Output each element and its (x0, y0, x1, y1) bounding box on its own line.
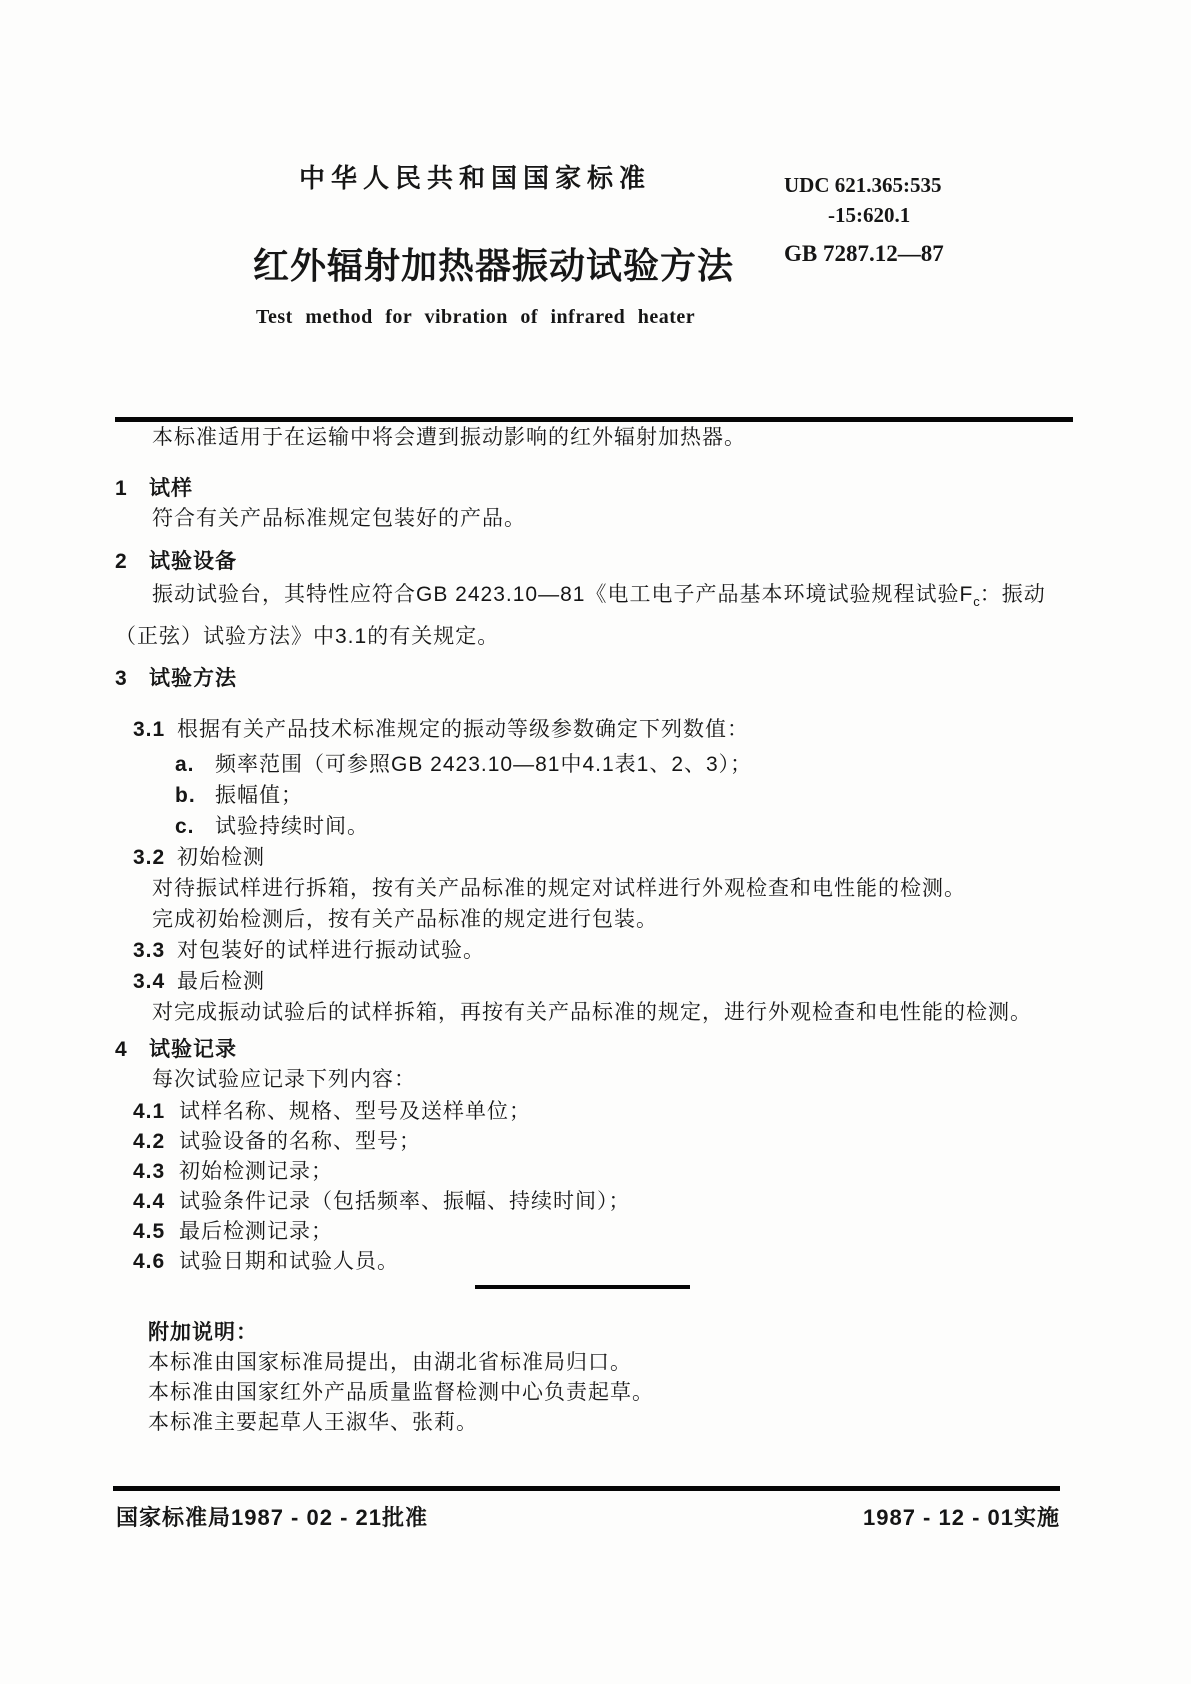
section-4-number: 4 (115, 1038, 128, 1062)
clause-3-2-text: 初始检测 (177, 846, 265, 870)
section-1-heading (115, 474, 1077, 504)
scope-paragraph: 本标准适用于在运输中将会遭到振动影响的红外辐射加热器。 (152, 426, 746, 449)
clause-4-6 (115, 1247, 1077, 1277)
clause-4-1 (115, 1097, 1077, 1127)
clause-4-4 (115, 1187, 1077, 1217)
fc-subscript: c (973, 594, 980, 610)
clause-3-4-number: 3.4 (133, 970, 166, 994)
list-item-c (115, 811, 1077, 842)
section-4-title: 试验记录 (149, 1038, 237, 1062)
clause-3-3 (115, 935, 1077, 966)
clause-4-2-number: 4.2 (133, 1130, 166, 1154)
standard-number: GB 7287.12—87 (784, 241, 944, 266)
clause-4-2 (115, 1127, 1077, 1157)
list-item-b-label: b. (175, 784, 196, 808)
implementation-date-text: 1987 - 12 - 01实施 (863, 1505, 1060, 1530)
clause-3-1-number: 3.1 (133, 718, 166, 742)
additional-notes-line-3: 本标准主要起草人王淑华、张莉。 (148, 1411, 478, 1435)
clause-3-3-number: 3.3 (133, 939, 166, 963)
clause-3-2-number: 3.2 (133, 846, 166, 870)
end-of-text-rule (475, 1285, 690, 1289)
clause-3-4 (115, 966, 1077, 997)
list-item-a-label: a. (175, 753, 195, 777)
document-title-chinese: 红外辐射加热器振动试验方法 (253, 245, 735, 286)
additional-notes-title: 附加说明： (148, 1321, 258, 1345)
additional-notes-line-1: 本标准由国家标准局提出，由湖北省标准局归口。 (148, 1351, 632, 1375)
national-standard-label: 中华人民共和国国家标准 (299, 163, 652, 193)
clause-3-1 (115, 714, 1077, 745)
clause-4-3-number: 4.3 (133, 1160, 166, 1184)
section-4-heading (115, 1035, 1077, 1065)
section-2-number: 2 (115, 550, 128, 573)
clause-4-6-number: 4.6 (133, 1250, 166, 1274)
list-item-c-label: c. (175, 815, 195, 839)
clause-4-6-text: 试验日期和试验人员。 (179, 1250, 399, 1274)
approval-date-text: 国家标准局1987 - 02 - 21批准 (116, 1505, 428, 1530)
section-3-title: 试验方法 (149, 667, 237, 691)
clause-4-5-number: 4.5 (133, 1220, 166, 1244)
footer-divider-rule (113, 1486, 1060, 1491)
clause-4-5 (115, 1217, 1077, 1247)
document-footer (116, 1501, 1060, 1532)
section-1-title: 试样 (149, 477, 193, 500)
clause-4-1-number: 4.1 (133, 1100, 166, 1124)
section-3-number: 3 (115, 667, 128, 691)
clause-3-4-paragraph: 对完成振动试验后的试样拆箱，再按有关产品标准的规定，进行外观检查和电性能的检测。 (152, 1001, 1032, 1025)
section-2-heading (115, 547, 1077, 577)
header-divider-rule (115, 417, 1073, 422)
list-item-b (115, 780, 1077, 811)
clause-3-4-text: 最后检测 (177, 970, 265, 994)
udc-line1: UDC 621.365:535 (784, 173, 942, 197)
section-1-body: 符合有关产品标准规定包装好的产品。 (152, 507, 526, 530)
clause-3-2-paragraph-1: 对待振试样进行拆箱，按有关产品标准的规定对试样进行外观检查和电性能的检测。 (152, 877, 966, 901)
list-item-a-text: 频率范围（可参照GB 2423.10—81中4.1表1、2、3）； (215, 753, 753, 777)
udc-classification (784, 170, 942, 230)
list-item-b-text: 振幅值； (215, 784, 303, 808)
clause-3-1-text: 根据有关产品技术标准规定的振动等级参数确定下列数值： (177, 718, 749, 742)
clause-3-3-text: 对包装好的试样进行振动试验。 (177, 939, 485, 963)
list-item-c-text: 试验持续时间。 (215, 815, 369, 839)
clause-3-2 (115, 842, 1077, 873)
list-item-a (115, 749, 1077, 780)
clause-3-2-paragraph-2: 完成初始检测后，按有关产品标准的规定进行包装。 (152, 908, 658, 932)
additional-notes-line-2: 本标准由国家红外产品质量监督检测中心负责起草。 (148, 1381, 654, 1405)
clause-4-5-text: 最后检测记录； (179, 1220, 333, 1244)
clause-4-1-text: 试样名称、规格、型号及送样单位； (179, 1100, 531, 1124)
section-3-heading (115, 664, 1077, 694)
section-2-title: 试验设备 (149, 550, 237, 573)
section-4-intro: 每次试验应记录下列内容： (152, 1068, 416, 1092)
clause-4-3-text: 初始检测记录； (179, 1160, 333, 1184)
additional-notes (148, 1318, 1077, 1438)
clause-4-3 (115, 1157, 1077, 1187)
document-title-english: Test method for vibration of infrared heater (256, 306, 696, 328)
udc-line2: -15:620.1 (828, 203, 911, 227)
clause-4-2-text: 试验设备的名称、型号； (179, 1130, 421, 1154)
document-body (115, 423, 1077, 1438)
section-2-body-text-after: ：振动（正弦）试验方法》中3.1的有关规定。 (115, 583, 1046, 649)
section-2-body (115, 577, 1077, 654)
clause-4-4-text: 试验条件记录（包括频率、振幅、持续时间）； (179, 1190, 631, 1214)
section-2-body-text: 振动试验台，其特性应符合GB 2423.10—81《电工电子产品基本环境试验规程试验F (152, 583, 974, 606)
section-1-number: 1 (115, 477, 128, 500)
clause-4-4-number: 4.4 (133, 1190, 166, 1214)
